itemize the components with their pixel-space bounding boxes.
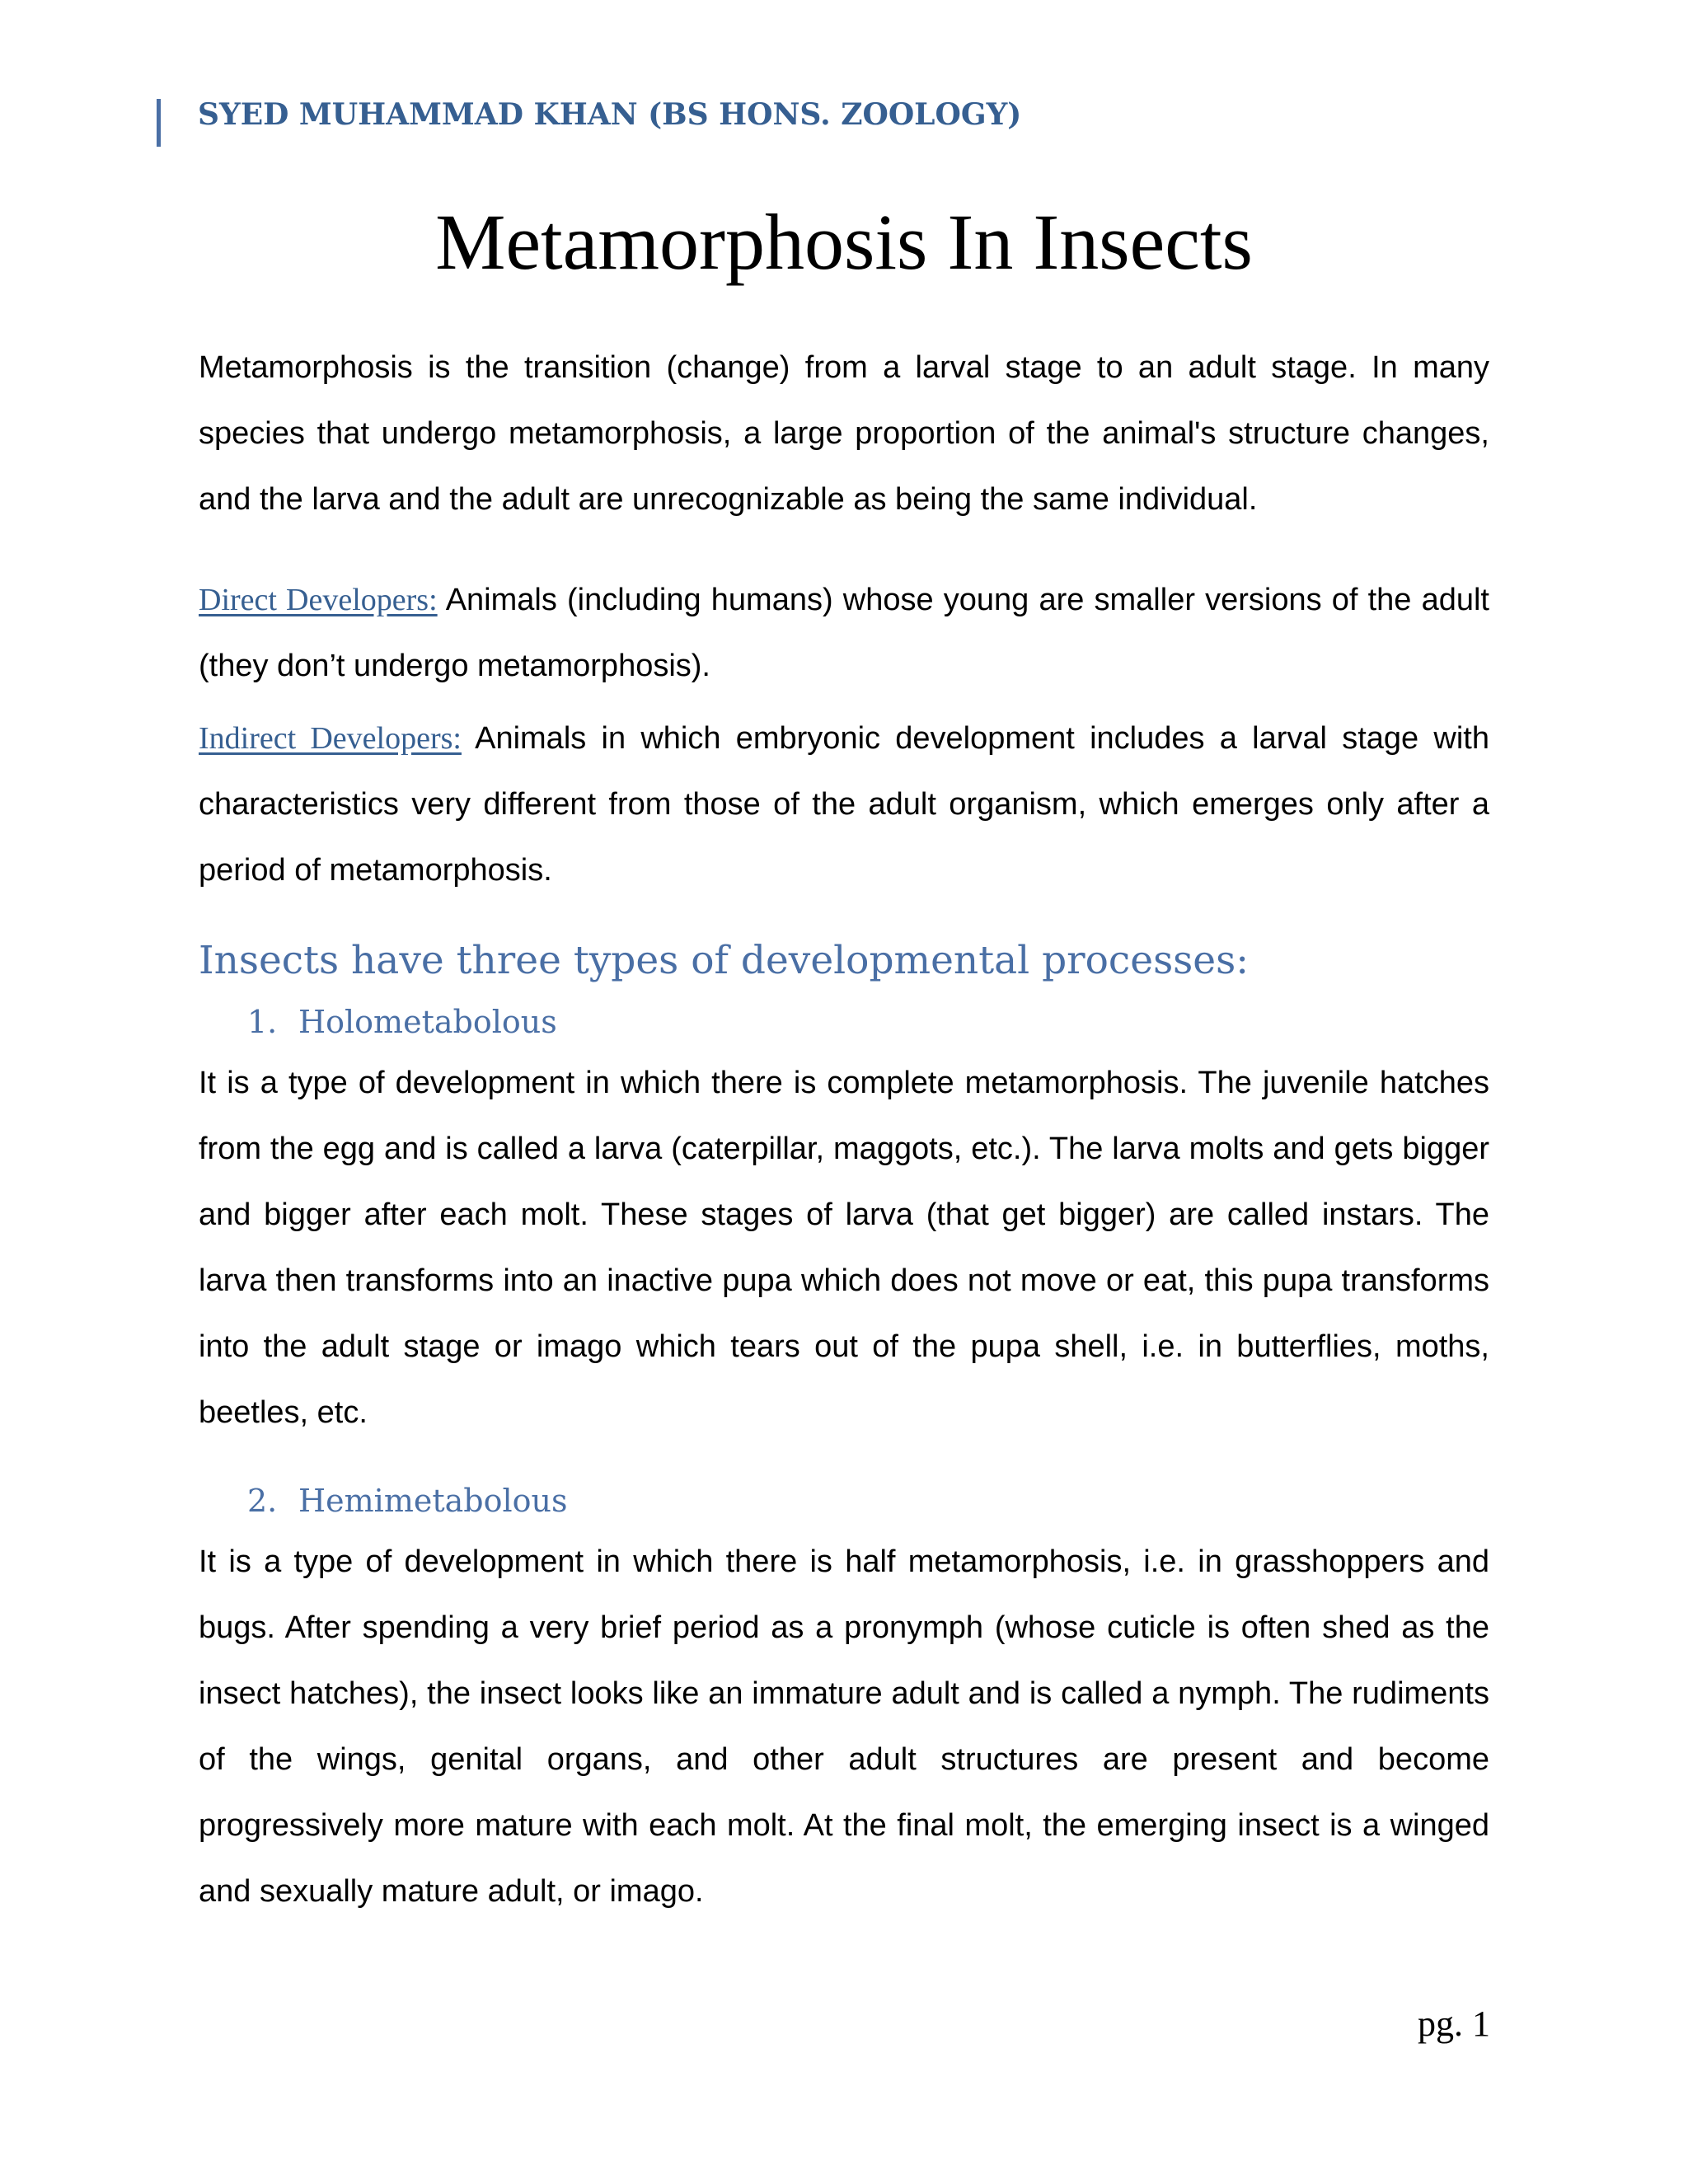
header-author: SYED MUHAMMAD KHAN (BS HONS. ZOOLOGY)	[198, 97, 1022, 132]
intro-paragraph: Metamorphosis is the transition (change) from a larval stage to an adult stage. In many species that undergo metamorphosis, a large proportion of the animal's structure changes, and the larva and the adult are unrecognizable as being the same individual.	[199, 350, 1489, 517]
document-title: Metamorphosis In Insects	[435, 198, 1253, 286]
section-heading: Insects have three types of developmental processes:	[199, 938, 1250, 983]
definition-term-direct: Direct Developers:	[199, 583, 438, 617]
header-accent-bar	[157, 99, 161, 147]
definition-direct	[199, 567, 1489, 699]
definition-text-indirect: Animals in which embryonic development includes a larval stage with characteristics very different from those of the adult organism, which emerges only after a period of metamorphosis.	[199, 721, 1489, 888]
list-item-hemimetabolous	[247, 1483, 567, 1519]
list-item-holometabolous	[247, 1004, 557, 1040]
definition-term-indirect: Indirect Developers:	[199, 721, 462, 756]
holometabolous-paragraph: It is a type of development in which there is complete metamorphosis. The juvenile hatches from the egg and is called a larva (caterpillar, maggots, etc.). The larva molts and gets bigger and bigger after each molt. These stages of larva (that get bigger) are called instars. The larva then transforms into an inactive pupa which does not move or eat, this pupa transforms into the adult stage or imago which tears out of the pupa shell, i.e. in butterflies, moths, beetles, etc.	[199, 1066, 1489, 1430]
list-number: 1.	[247, 1004, 278, 1040]
list-item-title: Hemimetabolous	[298, 1483, 568, 1519]
hemimetabolous-paragraph: It is a type of development in which there is half metamorphosis, i.e. in grasshoppers and bugs. After spending a very brief period as a pronymph (whose cuticle is often shed as the insect hatches), the insect looks like an immature adult and is called a nymph. The rudiments of the wings, genital organs, and other adult structures are present and become progressively more mature with each molt. At the final molt, the emerging insect is a winged and sexually mature adult, or imago.	[199, 1544, 1489, 1909]
definition-indirect	[199, 705, 1489, 903]
page-number: pg. 1	[1418, 2004, 1490, 2044]
list-item-title: Holometabolous	[298, 1004, 557, 1040]
list-number: 2.	[247, 1483, 278, 1519]
definition-text-direct: Animals (including humans) whose young are smaller versions of the adult (they don’t undergo metamorphosis).	[199, 583, 1489, 683]
